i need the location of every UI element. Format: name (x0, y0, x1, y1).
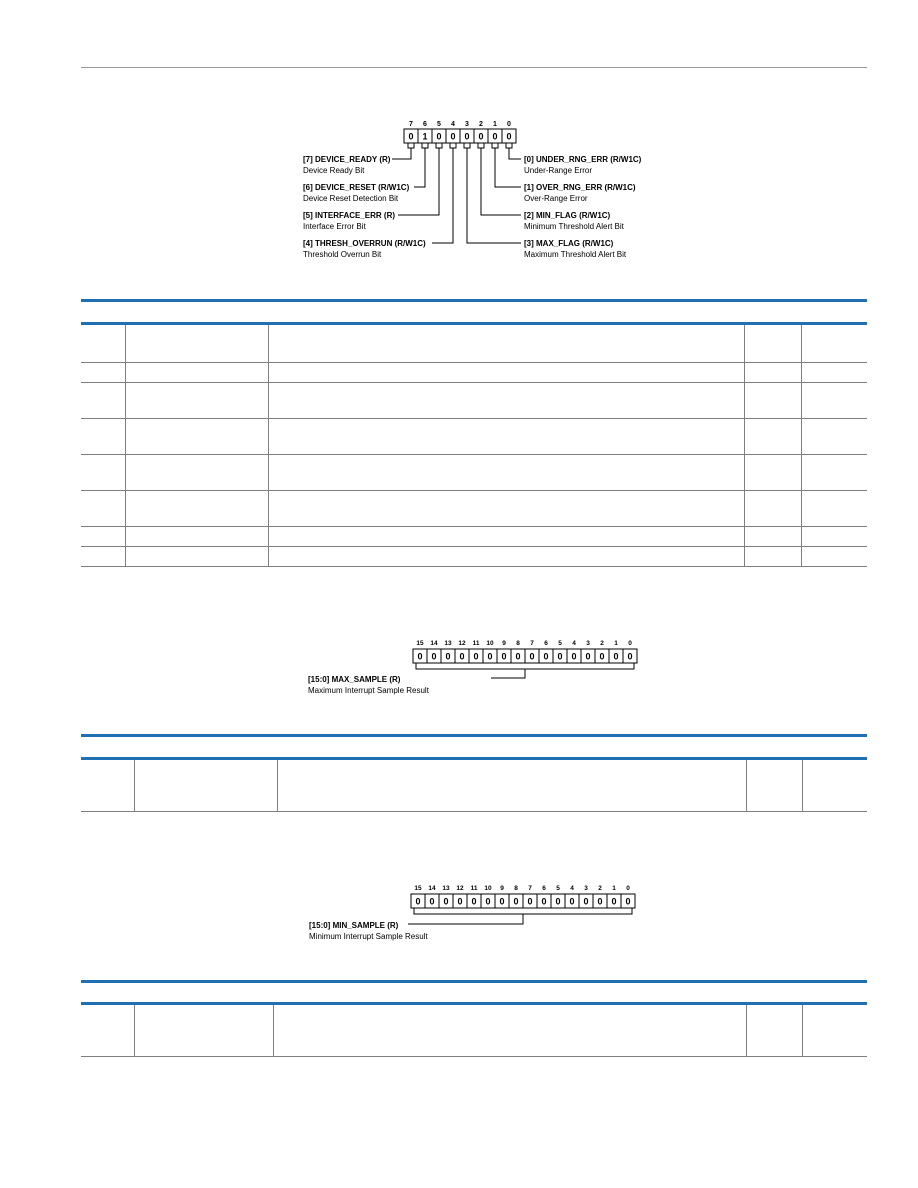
field-desc-bit6: Device Reset Detection Bit (303, 194, 399, 203)
table-header-row (81, 1004, 867, 1057)
table-title-rule (81, 980, 867, 983)
bit-value: 0 (478, 131, 484, 142)
min-sample-table (81, 1002, 867, 1057)
bit-value: 0 (625, 896, 631, 907)
field-desc-bit2: Minimum Threshold Alert Bit (524, 222, 624, 231)
bit-value: 0 (499, 896, 505, 907)
max-sample-field-name: [15:0] MAX_SAMPLE (R) (308, 675, 401, 684)
bit-number: 1 (614, 640, 618, 647)
bit-number: 13 (442, 885, 450, 892)
bit-value: 0 (571, 651, 577, 662)
bit-value: 0 (408, 131, 414, 142)
bit-value: 0 (429, 896, 435, 907)
bit-number: 2 (600, 640, 604, 647)
bit-value: 0 (611, 896, 617, 907)
field-name-bit6: [6] DEVICE_RESET (R/W1C) (303, 183, 410, 192)
field-name-bit3: [3] MAX_FLAG (R/W1C) (524, 239, 614, 248)
field-name-bit4: [4] THRESH_OVERRUN (R/W1C) (303, 239, 426, 248)
bit-number: 5 (556, 885, 560, 892)
bit-value: 0 (417, 651, 423, 662)
bit-value: 0 (543, 651, 549, 662)
bit-number: 8 (514, 885, 518, 892)
bit-number: 7 (530, 640, 534, 647)
bit-number: 1 (612, 885, 616, 892)
field-name-bit2: [2] MIN_FLAG (R/W1C) (524, 211, 611, 220)
bit-number: 9 (502, 640, 506, 647)
bit-value: 1 (422, 131, 428, 142)
bit-value: 0 (459, 651, 465, 662)
bit-value: 0 (457, 896, 463, 907)
bit-value: 0 (431, 651, 437, 662)
min-sample-field-desc: Minimum Interrupt Sample Result (309, 932, 428, 941)
bit-number: 9 (500, 885, 504, 892)
bit-value: 0 (557, 651, 563, 662)
bit-number: 4 (451, 121, 455, 128)
field-desc-bit3: Maximum Threshold Alert Bit (524, 250, 627, 259)
field-name-bit7: [7] DEVICE_READY (R) (303, 155, 391, 164)
bit-value: 0 (613, 651, 619, 662)
bit-value: 0 (597, 896, 603, 907)
field-desc-bit1: Over-Range Error (524, 194, 588, 203)
bit-number: 3 (465, 121, 469, 128)
bit-number: 8 (516, 640, 520, 647)
bit-value: 0 (487, 651, 493, 662)
bit-value: 0 (506, 131, 512, 142)
bit-number: 0 (626, 885, 630, 892)
bit-number: 6 (542, 885, 546, 892)
bit-value: 0 (627, 651, 633, 662)
bit-number: 3 (586, 640, 590, 647)
field-desc-bit4: Threshold Overrun Bit (303, 250, 382, 259)
bit-number: 2 (479, 121, 483, 128)
bit-number: 14 (428, 885, 436, 892)
bit-number: 7 (528, 885, 532, 892)
bit-value: 0 (485, 896, 491, 907)
bit-value: 0 (541, 896, 547, 907)
bit-number: 14 (430, 640, 438, 647)
bit-value: 0 (515, 651, 521, 662)
bit-number: 10 (486, 640, 494, 647)
bit-number: 2 (598, 885, 602, 892)
field-desc-bit5: Interface Error Bit (303, 222, 366, 231)
bit-number: 4 (570, 885, 574, 892)
bit-number: 4 (572, 640, 576, 647)
field-desc-bit7: Device Ready Bit (303, 166, 365, 175)
bit-value: 0 (492, 131, 498, 142)
bit-number: 5 (558, 640, 562, 647)
bit-number: 5 (437, 121, 441, 128)
bit-value: 0 (501, 651, 507, 662)
bit-number: 11 (472, 640, 480, 647)
bit-value: 0 (599, 651, 605, 662)
max-sample-field-desc: Maximum Interrupt Sample Result (308, 686, 429, 695)
bit-number: 1 (493, 121, 497, 128)
bit-value: 0 (415, 896, 421, 907)
bit-value: 0 (450, 131, 456, 142)
bit-value: 0 (443, 896, 449, 907)
bit-value: 0 (527, 896, 533, 907)
bit-number: 15 (414, 885, 422, 892)
bit-number: 13 (444, 640, 452, 647)
bit-number: 7 (409, 121, 413, 128)
bit-number: 6 (544, 640, 548, 647)
bit-value: 0 (583, 896, 589, 907)
field-desc-bit0: Under-Range Error (524, 166, 593, 175)
bit-value: 0 (513, 896, 519, 907)
bit-value: 0 (445, 651, 451, 662)
min-sample-field-name: [15:0] MIN_SAMPLE (R) (309, 921, 399, 930)
bit-number: 0 (507, 121, 511, 128)
bit-value: 0 (569, 896, 575, 907)
bit-value: 0 (585, 651, 591, 662)
bit-number: 15 (416, 640, 424, 647)
bit-number: 6 (423, 121, 427, 128)
field-name-bit1: [1] OVER_RNG_ERR (R/W1C) (524, 183, 636, 192)
bit-value: 0 (471, 896, 477, 907)
bit-number: 11 (470, 885, 478, 892)
field-name-bit0: [0] UNDER_RNG_ERR (R/W1C) (524, 155, 642, 164)
bit-value: 0 (436, 131, 442, 142)
bit-value: 0 (473, 651, 479, 662)
bit-value: 0 (529, 651, 535, 662)
field-name-bit5: [5] INTERFACE_ERR (R) (303, 211, 396, 220)
bit-value: 0 (555, 896, 561, 907)
bit-number: 3 (584, 885, 588, 892)
bit-number: 12 (456, 885, 464, 892)
bit-number: 10 (484, 885, 492, 892)
bit-number: 0 (628, 640, 632, 647)
bit-value: 0 (464, 131, 470, 142)
bit-number: 12 (458, 640, 466, 647)
